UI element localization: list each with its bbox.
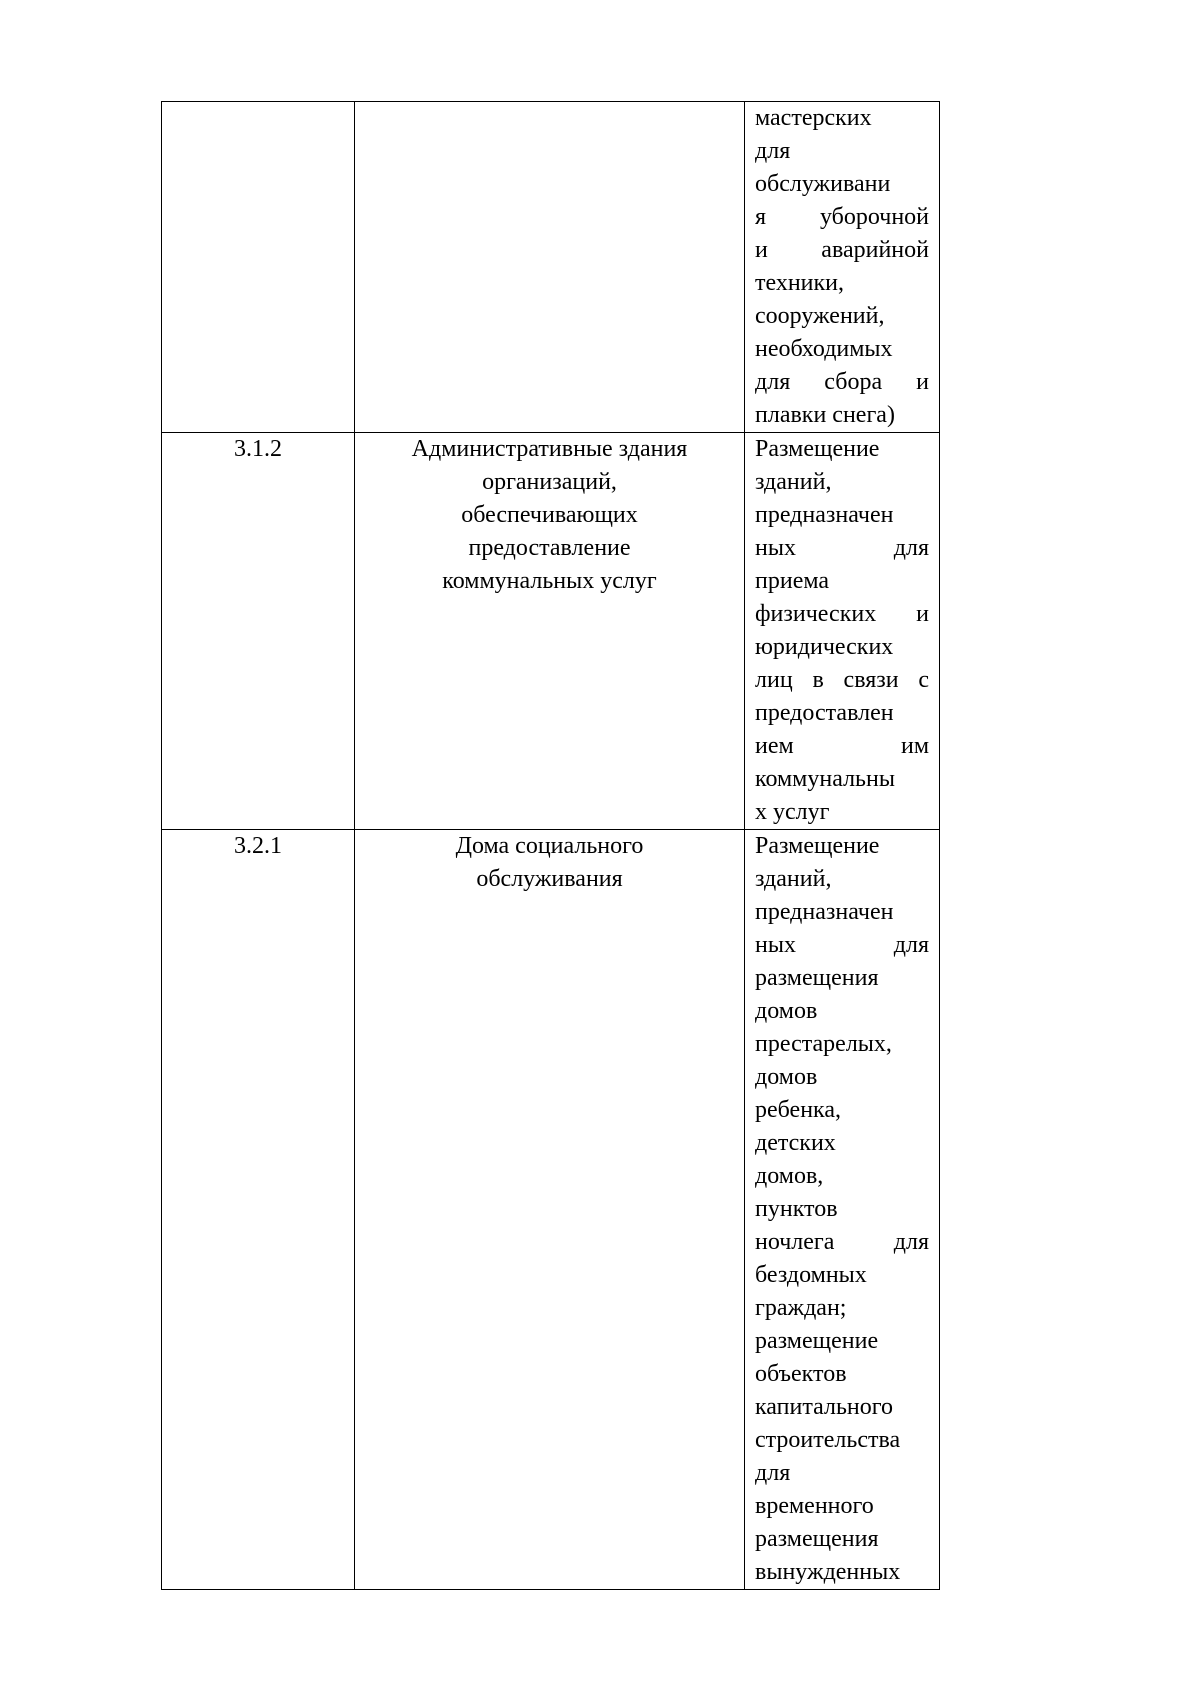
row-description-cell [745, 102, 940, 433]
description-line [755, 1193, 929, 1226]
description-line [755, 1325, 929, 1358]
description-line [755, 102, 929, 135]
description-word: техники, [755, 270, 845, 296]
description-line [755, 532, 929, 565]
description-line [755, 300, 929, 333]
description-word: я [755, 204, 767, 230]
description-line [755, 995, 929, 1028]
description-word: детских [755, 1130, 836, 1156]
description-word: размещения [755, 1526, 879, 1552]
table-body [162, 102, 940, 1590]
description-line [755, 1490, 929, 1523]
description-word: граждан; [755, 1295, 847, 1321]
description-word: ребенка, [755, 1097, 841, 1123]
description-word: объектов [755, 1361, 847, 1387]
description-word: для [893, 932, 929, 958]
row-code-cell [162, 830, 355, 1590]
row-name-line: обслуживания [476, 866, 623, 892]
description-line [755, 1094, 929, 1127]
description-word: для [893, 535, 929, 561]
row-name-cell [355, 830, 745, 1590]
row-name-line: предоставление [468, 535, 631, 561]
description-word: коммунальны [755, 766, 895, 792]
description-word: размещение [755, 1328, 879, 1354]
description-word: зданий, [755, 866, 832, 892]
description-word: необходимых [755, 336, 893, 362]
description-line [755, 1127, 929, 1160]
description-word: с [918, 667, 929, 693]
description-word: домов [755, 998, 818, 1024]
row-name-line: коммунальных услуг [442, 568, 657, 594]
description-word: строительства [755, 1427, 901, 1453]
description-line [755, 763, 929, 796]
row-code-cell [162, 102, 355, 433]
description-line [755, 399, 929, 432]
document-table [161, 101, 940, 1590]
description-line [755, 1358, 929, 1391]
row-description-cell [745, 830, 940, 1590]
description-word: временного [755, 1493, 874, 1519]
row-name-line: организаций, [482, 469, 617, 495]
description-line [755, 234, 929, 267]
description-word: плавки снега) [755, 402, 895, 428]
description-word: бездомных [755, 1262, 867, 1288]
description-line [755, 1259, 929, 1292]
description-word: домов [755, 1064, 818, 1090]
description-word: обслуживани [755, 171, 891, 197]
description-line [755, 466, 929, 499]
description-word: размещения [755, 965, 879, 991]
description-word: предоставлен [755, 700, 894, 726]
description-line [755, 631, 929, 664]
description-word: физических [755, 601, 877, 627]
table-row [162, 102, 940, 433]
description-word: сооружений, [755, 303, 885, 329]
description-word: предназначен [755, 502, 894, 528]
description-line [755, 1226, 929, 1259]
description-line [755, 1061, 929, 1094]
description-word: ночлега [755, 1229, 835, 1255]
row-code [162, 102, 354, 135]
description-line [755, 697, 929, 730]
description-line [755, 730, 929, 763]
description-word: и [916, 601, 929, 627]
description-line [755, 135, 929, 168]
row-name-line: Административные здания [411, 436, 688, 462]
description-word: для [755, 369, 791, 395]
description-word: и [916, 369, 929, 395]
description-word: уборочной [819, 204, 929, 230]
description-word: аварийной [821, 237, 929, 263]
description-word: вынужденных [755, 1559, 901, 1585]
description-line [755, 333, 929, 366]
description-line [755, 267, 929, 300]
description-word: лиц [755, 667, 793, 693]
table-row [162, 830, 940, 1590]
row-name-cell [355, 433, 745, 830]
description-word: х услуг [755, 799, 830, 825]
description-word: для [755, 1460, 791, 1486]
description-line [755, 962, 929, 995]
description-line [755, 1391, 929, 1424]
description-word: домов, [755, 1163, 824, 1189]
description-word: приема [755, 568, 830, 594]
row-name-line: обеспечивающих [461, 502, 638, 528]
description-word: им [900, 733, 929, 759]
description-line [755, 1523, 929, 1556]
description-word: ием [755, 733, 794, 759]
row-code-cell [162, 433, 355, 830]
description-word: связи [843, 667, 899, 693]
description-word: в [812, 667, 824, 693]
description-word: ных [755, 932, 796, 958]
description-word: ных [755, 535, 796, 561]
description-line [755, 664, 929, 697]
row-code: 3.2.1 [234, 833, 282, 859]
description-word: и [755, 237, 768, 263]
row-name-line: Дома социального [455, 833, 644, 859]
description-word: зданий, [755, 469, 832, 495]
description-word: пунктов [755, 1196, 838, 1222]
description-line [755, 1028, 929, 1061]
description-line [755, 830, 929, 863]
description-line [755, 1457, 929, 1490]
description-word: предназначен [755, 899, 894, 925]
description-line [755, 433, 929, 466]
description-line [755, 565, 929, 598]
description-word: юридических [755, 634, 894, 660]
description-word: Размещение [755, 833, 880, 859]
description-line [755, 1292, 929, 1325]
description-line [755, 796, 929, 829]
description-line [755, 499, 929, 532]
description-line [755, 1556, 929, 1589]
description-line [755, 1424, 929, 1457]
row-code: 3.1.2 [234, 436, 282, 462]
description-line [755, 168, 929, 201]
description-line [755, 1160, 929, 1193]
description-line [755, 896, 929, 929]
table-row [162, 433, 940, 830]
description-word: капитального [755, 1394, 893, 1420]
description-line [755, 366, 929, 399]
description-word: Размещение [755, 436, 880, 462]
description-word: престарелых, [755, 1031, 892, 1057]
description-line [755, 598, 929, 631]
description-word: мастерских [755, 105, 872, 131]
row-description-cell [745, 433, 940, 830]
description-line [755, 201, 929, 234]
description-word: для [893, 1229, 929, 1255]
description-line [755, 929, 929, 962]
row-name-cell [355, 102, 745, 433]
description-word: для [755, 138, 791, 164]
description-line [755, 863, 929, 896]
description-word: сбора [824, 369, 883, 395]
